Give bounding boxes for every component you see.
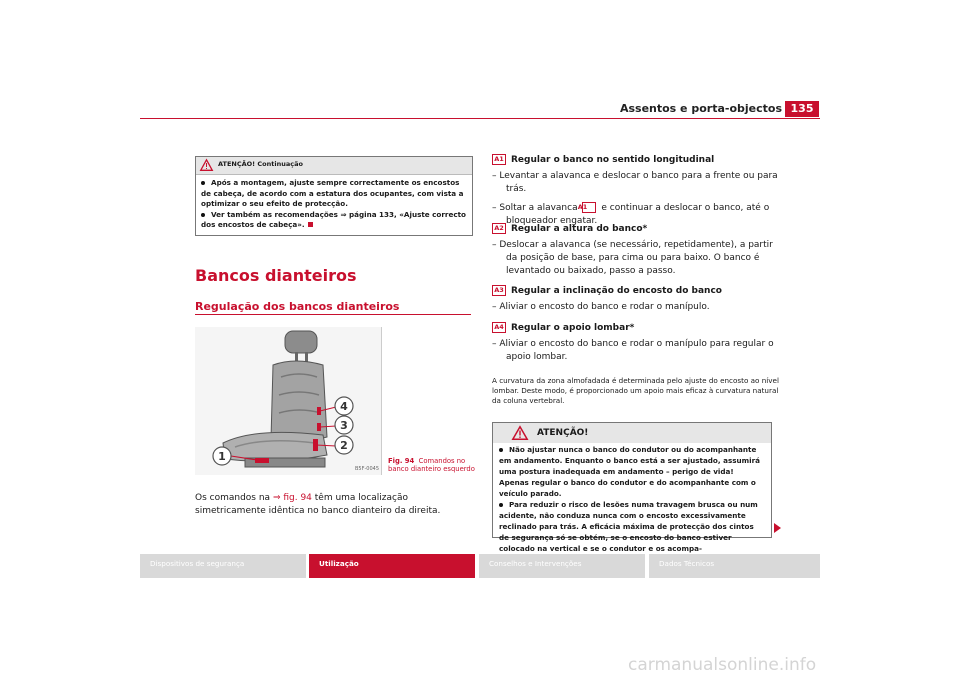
nav-tab-conselhos[interactable]: Conselhos e Intervenções bbox=[479, 554, 645, 578]
step-lumbar: A4 Regular o apoio lombar* – Aliviar o encosto do banco e rodar o manípulo para regular o apoio lombar. bbox=[492, 323, 774, 362]
continue-arrow-icon bbox=[774, 523, 781, 533]
svg-text:1: 1 bbox=[218, 450, 226, 463]
nav-tab-dados[interactable]: Dados Técnicos bbox=[649, 554, 820, 578]
header-rule bbox=[140, 118, 820, 119]
section-title: Bancos dianteiros bbox=[195, 266, 357, 285]
nav-tab-dispositivos[interactable]: Dispositivos de segurança bbox=[140, 554, 306, 578]
subsection-rule bbox=[195, 314, 471, 315]
step-height: A2 Regular a altura do banco* – Deslocar a alavanca (se necessário, repetidamente), a partir da posição de base, para cima ou para baixo. O banco é levantado ou baixado, passo a passo. bbox=[492, 224, 773, 276]
warning-item: Não ajustar nunca o banco do condutor ou do acompanhante em andamento. Enquanto o banco está a ser ajustado, assumirá uma postura inadequada em andamento – perigo de vida! Apenas regular o banco do condutor e do acompanhante com o veículo parado. bbox=[499, 445, 760, 498]
warning-box-title: ATENÇÃO! bbox=[537, 428, 589, 438]
warning-item: Para reduzir o risco de lesões numa travagem brusca ou num acidente, não conduza nunca com o encosto excessivamente reclinado para trás. A eficácia máxima de protecção dos cintos de segurança só se obtém, se o encosto do banco estiver colocado na vertical e se o condutor e os acompa- bbox=[499, 500, 758, 553]
figure-marker-1 bbox=[213, 447, 231, 465]
control-badge: A2 bbox=[492, 223, 506, 234]
warning-box-title: ATENÇÃO! Continuação bbox=[218, 160, 303, 168]
warning-triangle-icon bbox=[512, 426, 528, 440]
warning-box-header bbox=[196, 157, 472, 175]
figure-reference-link[interactable]: ⇒ fig. 94 bbox=[272, 493, 312, 503]
figure-marker-3 bbox=[335, 416, 353, 434]
seat-illustration bbox=[195, 327, 381, 475]
warning-triangle-icon bbox=[200, 159, 213, 171]
control-badge: A4 bbox=[492, 322, 506, 333]
figure-code: B5F-0045 bbox=[355, 466, 380, 472]
svg-text:4: 4 bbox=[340, 400, 348, 413]
bullet-icon bbox=[201, 181, 205, 185]
running-header-title: Assentos e porta-objectos bbox=[619, 102, 782, 115]
intro-paragraph: Os comandos na ⇒ fig. 94 têm uma localização simetricamente idêntica no banco dianteiro da direita. bbox=[195, 493, 441, 516]
seat-figure bbox=[195, 327, 382, 475]
figure-marker-4 bbox=[335, 397, 353, 415]
control-badge: A1 bbox=[582, 202, 596, 213]
subsection-title: Regulação dos bancos dianteiros bbox=[195, 300, 400, 313]
nav-tab-utilizacao[interactable]: Utilização bbox=[309, 554, 475, 578]
control-badge: A3 bbox=[492, 285, 506, 296]
bullet-icon bbox=[499, 448, 503, 452]
bullet-icon bbox=[499, 503, 503, 507]
note-paragraph: A curvatura da zona almofadada é determinada pelo ajuste do encosto ao nível lombar. Deste modo, é proporcionado um apoio mais eficaz à curvatura natural da coluna vertebral. bbox=[492, 376, 779, 405]
figure-marker-2 bbox=[335, 436, 353, 454]
warning-box-continued bbox=[195, 156, 473, 236]
control-badge: A1 bbox=[492, 154, 506, 165]
warning-box-header bbox=[493, 423, 771, 443]
svg-text:3: 3 bbox=[340, 419, 348, 432]
svg-text:2: 2 bbox=[340, 439, 348, 452]
warning-item: Após a montagem, ajuste sempre correctamente os encostos de cabeça, de acordo com a estatura dos ocupantes, com vista a optimizar o seu efeito de protecção. bbox=[201, 178, 464, 208]
step-recline: A3 Regular a inclinação do encosto do banco – Aliviar o encosto do banco e rodar o manípulo. bbox=[492, 286, 722, 312]
figure-caption: Fig. 94 Comandos no banco dianteiro esquerdo bbox=[388, 457, 475, 473]
bullet-icon bbox=[201, 213, 205, 217]
warning-item: Ver também as recomendações ⇒ página 133, «Ajuste correcto dos encostos de cabeça». bbox=[201, 209, 466, 229]
step-longitudinal: A1 Regular o banco no sentido longitudinal – Levantar a alavanca e deslocar o banco para a frente ou para trás. – Soltar a alavanca A1 e continuar a deslocar o banco, até o bloqueador engatar. bbox=[492, 155, 778, 226]
page-number: 135 bbox=[785, 101, 819, 117]
warning-box bbox=[492, 422, 772, 553]
end-of-section-icon bbox=[308, 222, 313, 227]
watermark: carmanualsonline.info bbox=[628, 655, 817, 675]
